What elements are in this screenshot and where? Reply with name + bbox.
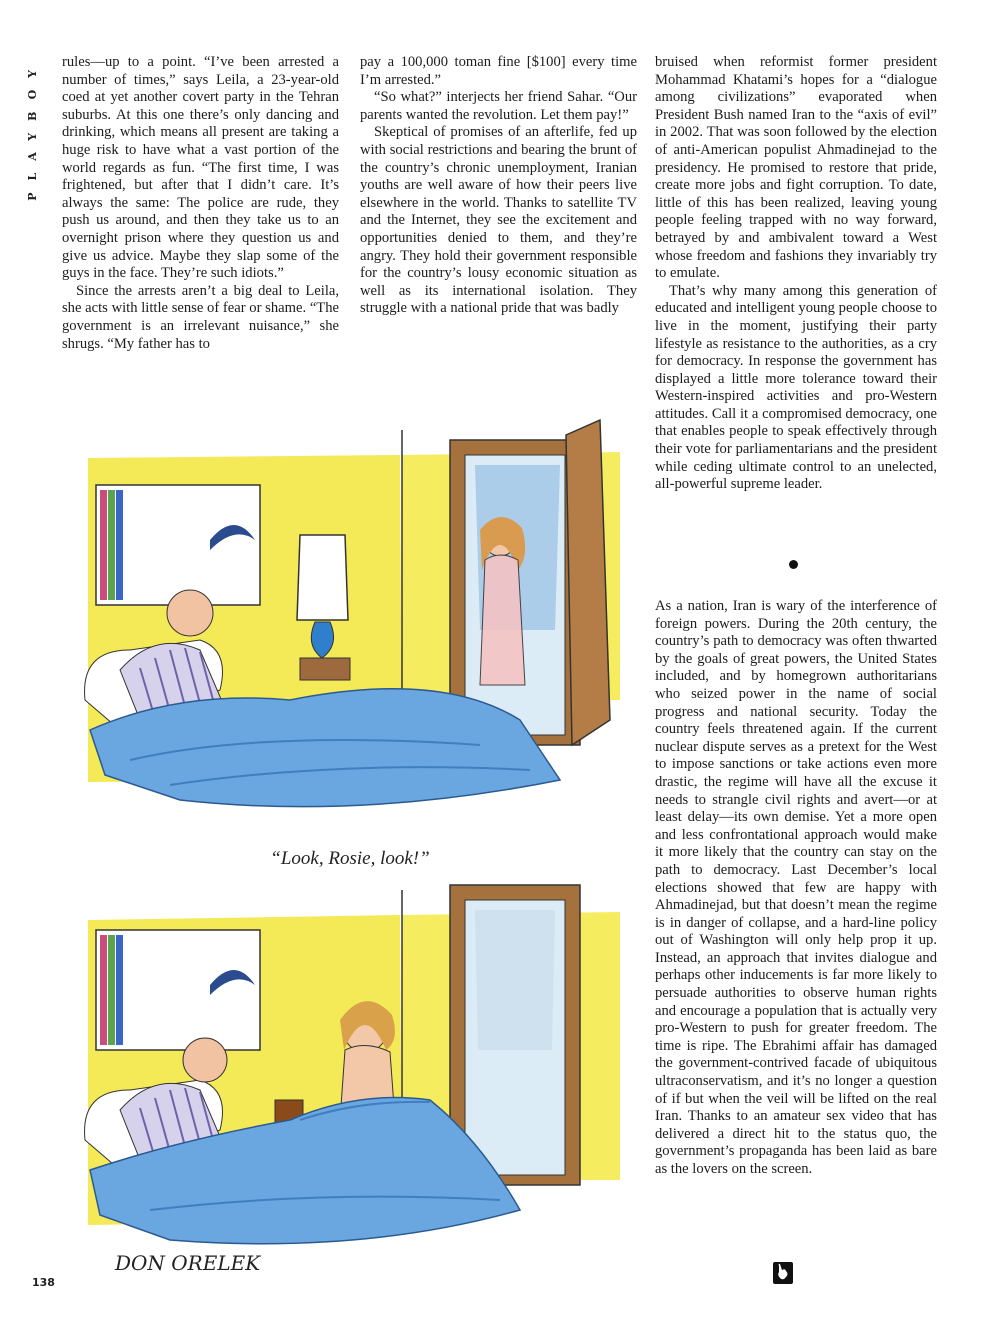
paragraph: As a nation, Iran is wary of the interference of foreign powers. During the 20th century, the country’s path to democracy was often thwarted by the goals of great powers, the United States included, and by homegrown authoritarians who seized power in the name of social progress and national security. Today the country feels threatened again. If the current nuclear dispute serves as a pretext for the West to impose sanctions or take actions even more drastic, the regime will have all the excuse it needs to strangle civil rights and avert—or at least delay—its own demise. Yet a more open and less confrontational approach would make it more likely that the country can stay on the path to democracy. Last December’s local elections showed that few are happy with Ahmadinejad, but that doesn’t mean the regime is in danger of collapse, and a hard-line policy out of Washington will only help prop it up. Instead, an approach that invites dialogue and perhaps other inducements is far more likely to persuade authorities to observe human rights and encourage a population that is actually very pro-Western to push for greater freedom. The time is ripe. The Ebrahimi affair has damaged the government-contrived facade of ubiquitous ultraconservatism, and it’s no longer a question of if but when the veil will be lifted on the real Iran. Thanks to an amateur sex video that has delivered a direct hit to the status quo, the government’s propaganda has been laid as bare as the lovers on the screen.	[655, 598, 937, 1177]
cartoon-panel-bottom	[85, 885, 620, 1275]
rabbit-head-end-mark-icon	[773, 1262, 793, 1284]
column-2	[360, 54, 637, 318]
paragraph: Skeptical of promises of an afterlife, fed up with social restrictions and bearing the brunt of the country’s chronic unemployment, Iranian youths are well aware of how their peers live elsewhere in the world. Thanks to satellite TV and the Internet, they see the excitement and opportunities denied to them, and they’re angry. They hold their government responsible for the country’s lousy economic situation as well as its international isolation. They struggle with a national pride that was badly	[360, 124, 637, 317]
paragraph: “So what?” interjects her friend Sahar. “Our parents wanted the revolution. Let them pay!”	[360, 89, 637, 123]
cartoon-panel-top	[85, 420, 620, 807]
column-3-top	[655, 54, 937, 494]
paragraph: bruised when reformist former president Mohammad Khatami’s hopes for a “dialogue among civilizations” evaporated when President Bush named Iran to the “axis of evil” in 2002. That was soon followed by the election of anti-American populist Ahmadinejad to the presidency. He promised to restore that pride, create more jobs and fight corruption. To date, little of this has been realized, leaving young people feeling trapped with no way forward, betrayed by and ambivalent toward a West whose freedom and fashions they invariably try to emulate.	[655, 54, 937, 282]
paragraph: pay a 100,000 toman fine [$100] every time I’m arrested.”	[360, 54, 637, 88]
paragraph: That’s why many among this generation of educated and intelligent young people choose to live in the moment, justifying their party lifestyle as resistance to the authorities, as a cry for democracy. In response the government has displayed a little more tolerance toward their Western-inspired activities and pro-Western attitudes. Call it a compromised democracy, one that enables people to speak effectively through their vote for parliamentarians and the president while ceding ultimate control to an unelected, all-powerful supreme leader.	[655, 282, 937, 493]
paragraph: Since the arrests aren’t a big deal to Leila, she acts with little sense of fear or shame. “The government is an irrelevant nuisance,” she shrugs. “My father has to	[62, 282, 339, 352]
cartoonist-signature: DON ORELEK	[115, 1251, 261, 1275]
column-1	[62, 54, 339, 353]
cartoon-illustration	[60, 400, 640, 1280]
cartoon-caption: “Look, Rosie, look!”	[270, 848, 430, 869]
section-break-bullet	[789, 560, 798, 569]
page-number: 138	[32, 1276, 55, 1289]
running-head: PLAYBOY	[26, 58, 39, 201]
column-3-bottom	[655, 598, 937, 1179]
paragraph: rules—up to a point. “I’ve been arrested a number of times,” says Leila, a 23-year-old coed at yet another covert party in the Tehran suburbs. At this one there’s only dancing and drinking, which means all present are taking a huge risk to have what a vast portion of the world regards as fun. “The first time, I was frightened, but after that I didn’t care. It’s always the same: The police are rude, they push us around, and then they take us to an overnight prison where they question us and give us advice. Maybe they slap some of the guys in the face. They’re such idiots.”	[62, 54, 339, 282]
